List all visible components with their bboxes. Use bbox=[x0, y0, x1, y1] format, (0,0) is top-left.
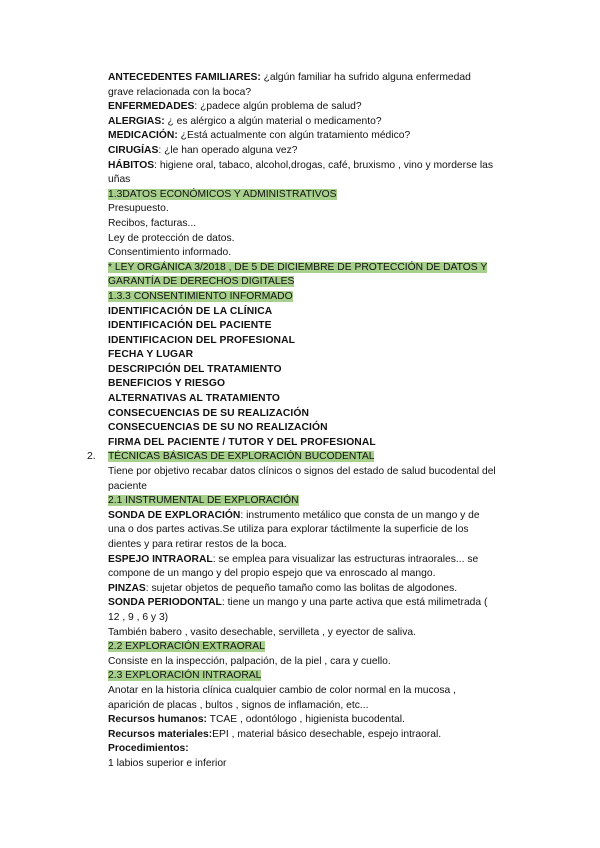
text: ¿algún familiar ha sufrido alguna enfermedad bbox=[260, 72, 471, 83]
section-number: 2. bbox=[87, 451, 96, 463]
recursos-materiales bbox=[108, 728, 528, 743]
medicacion bbox=[108, 129, 528, 144]
list-item: CONSECUENCIAS DE SU NO REALIZACIÓN bbox=[108, 422, 328, 434]
label: Recursos materiales: bbox=[108, 728, 213, 740]
text: : sujetar objetos de pequeño tamaño como las bolitas de algodones. bbox=[145, 582, 458, 594]
sonda-periodontal bbox=[108, 596, 528, 611]
label: ENFERMEDADES bbox=[108, 101, 195, 113]
habitos bbox=[108, 159, 528, 174]
enfermedades bbox=[108, 100, 528, 115]
recursos-humanos bbox=[108, 713, 528, 728]
section-heading-instrumental: 2.1 INSTRUMENTAL DE EXPLORACIÓN bbox=[108, 495, 299, 507]
text: : higiene oral, tabaco, alcohol,drogas, café, bruxismo , vino y morderse las bbox=[154, 159, 493, 171]
text-line: grave relacionada con la boca? bbox=[108, 86, 252, 98]
text-line: compone de un mango y del propio espejo que va enroscado al mango. bbox=[108, 568, 436, 580]
list-item: 1 labios superior e inferior bbox=[108, 757, 227, 769]
list-item: ALTERNATIVAS AL TRATAMIENTO bbox=[108, 393, 281, 405]
text-line: uñas bbox=[108, 174, 131, 186]
section-tecnicas bbox=[87, 450, 528, 465]
text-line: 12 , 9 , 6 y 3) bbox=[108, 611, 169, 623]
list-item: BENEFICIOS Y RIESGO bbox=[108, 378, 226, 390]
text-line: Consiste en la inspección, palpación, de la piel , cara y cuello. bbox=[108, 655, 391, 667]
text-line: dientes y para retirar restos de la boca. bbox=[108, 539, 287, 550]
espejo-intraoral bbox=[108, 553, 528, 568]
text: : ¿le han operado alguna vez? bbox=[158, 144, 298, 156]
label: ANTECEDENTES FAMILIARES: bbox=[108, 72, 261, 83]
text: : instrumento metálico que consta de un mango y de bbox=[240, 509, 480, 521]
label: Recursos humanos: bbox=[108, 714, 207, 726]
text-line: Anotar en la historia clínica cualquier cambio de color normal en la mucosa , bbox=[108, 684, 456, 696]
list-item: IDENTIFICACIÓN DEL PACIENTE bbox=[108, 320, 272, 332]
text: : se emplea para visualizar las estructuras intraorales... se bbox=[212, 553, 479, 565]
ley-highlight-line2: GARANTÍA DE DERECHOS DIGITALES bbox=[108, 276, 295, 288]
text-line: aparición de placas , bultos , signos de inflamación, etc... bbox=[108, 699, 369, 711]
text-line: También babero , vasito desechable, servilleta , y eyector de saliva. bbox=[108, 626, 416, 638]
cirugias bbox=[108, 144, 528, 159]
list-item: IDENTIFICACION DEL PROFESIONAL bbox=[108, 334, 296, 346]
text: : ¿padece algún problema de salud? bbox=[194, 101, 362, 113]
text: : tiene un mango y una parte activa que está milimetrada ( bbox=[221, 597, 488, 609]
procedimientos-label: Procedimientos: bbox=[108, 743, 189, 755]
label: PINZAS bbox=[108, 582, 146, 594]
alergias bbox=[108, 115, 528, 130]
list-item: CONSECUENCIAS DE SU REALIZACIÓN bbox=[108, 407, 310, 419]
list-item: FIRMA DEL PACIENTE / TUTOR Y DEL PROFESIONAL bbox=[108, 436, 376, 448]
text: TCAE , odontólogo , higienista bucodental. bbox=[207, 714, 405, 726]
label: CIRUGÍAS bbox=[108, 144, 159, 156]
label: SONDA PERIODONTAL bbox=[108, 597, 222, 609]
list-item: Recibos, facturas... bbox=[108, 217, 197, 229]
text-line: Tiene por objetivo recabar datos clínicos o signos del estado de salud bucodental del bbox=[108, 466, 496, 478]
section-heading-intraoral: 2.3 EXPLORACIÓN INTRAORAL bbox=[108, 670, 262, 682]
label: SONDA DE EXPLORACIÓN bbox=[108, 509, 241, 521]
section-heading-consentimiento: 1.3.3 CONSENTIMIENTO INFORMADO bbox=[108, 290, 293, 302]
text-line: paciente bbox=[108, 480, 147, 492]
text-line: una o dos partes activas.Se utiliza para explorar táctilmente la superficie de los bbox=[108, 524, 469, 536]
label: MEDICACIÓN: bbox=[108, 130, 178, 142]
pinzas bbox=[108, 582, 528, 597]
list-item: DESCRIPCIÓN DEL TRATAMIENTO bbox=[108, 363, 282, 375]
list-item: FECHA Y LUGAR bbox=[108, 349, 194, 361]
list-item: Consentimiento informado. bbox=[108, 247, 232, 259]
label: ALERGIAS: bbox=[108, 115, 165, 127]
label: ESPEJO INTRAORAL bbox=[108, 553, 213, 565]
label: HÁBITOS bbox=[108, 159, 155, 171]
section-heading-datos: 1.3DATOS ECONÓMICOS Y ADMINISTRATIVOS bbox=[108, 188, 337, 200]
antecedentes-familiares bbox=[108, 71, 528, 86]
section-heading-extraoral: 2.2 EXPLORACIÓN EXTRAORAL bbox=[108, 641, 265, 653]
sonda-exploracion bbox=[108, 509, 528, 524]
list-item: Ley de protección de datos. bbox=[108, 232, 235, 244]
text: ¿Está actualmente con algún tratamiento médico? bbox=[177, 130, 411, 142]
list-item: Presupuesto. bbox=[108, 203, 169, 215]
ley-highlight-line1: * LEY ORGÁNICA 3/2018 , DE 5 DE DICIEMBRE DE PROTECCIÓN DE DATOS Y bbox=[108, 261, 488, 273]
document-page bbox=[87, 71, 528, 772]
list-item: IDENTIFICACIÓN DE LA CLÍNICA bbox=[108, 305, 273, 317]
text: ¿ es alérgico a algún material o medicamento? bbox=[164, 115, 382, 127]
section-heading-tecnicas: TÉCNICAS BÁSICAS DE EXPLORACIÓN BUCODENTAL bbox=[108, 451, 375, 463]
text: EPI , material básico desechable, espejo intraoral. bbox=[212, 728, 442, 740]
